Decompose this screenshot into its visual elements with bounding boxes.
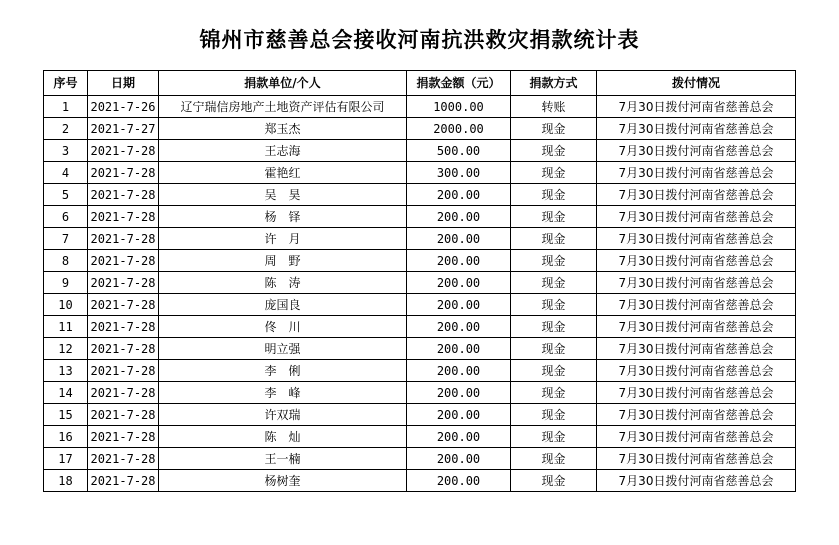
cell-date: 2021-7-28 xyxy=(88,162,159,184)
cell-amount: 500.00 xyxy=(407,140,511,162)
cell-amount: 200.00 xyxy=(407,448,511,470)
cell-amount: 200.00 xyxy=(407,404,511,426)
cell-donor: 王一楠 xyxy=(159,448,407,470)
cell-donor: 周 野 xyxy=(159,250,407,272)
cell-amount: 200.00 xyxy=(407,294,511,316)
cell-donor: 李 俐 xyxy=(159,360,407,382)
cell-seq: 2 xyxy=(44,118,88,140)
cell-amount: 300.00 xyxy=(407,162,511,184)
table-row xyxy=(44,382,796,404)
cell-method: 现金 xyxy=(511,382,597,404)
cell-allocation: 7月30日拨付河南省慈善总会 xyxy=(597,316,796,338)
donation-table xyxy=(43,70,796,492)
cell-donor: 辽宁瑞信房地产土地资产评估有限公司 xyxy=(159,96,407,118)
table-row xyxy=(44,140,796,162)
cell-amount: 200.00 xyxy=(407,228,511,250)
cell-allocation: 7月30日拨付河南省慈善总会 xyxy=(597,96,796,118)
cell-method: 现金 xyxy=(511,184,597,206)
cell-method: 现金 xyxy=(511,316,597,338)
header-amount: 捐款金额（元） xyxy=(407,71,511,96)
cell-allocation: 7月30日拨付河南省慈善总会 xyxy=(597,228,796,250)
cell-amount: 200.00 xyxy=(407,382,511,404)
cell-method: 现金 xyxy=(511,448,597,470)
cell-method: 现金 xyxy=(511,140,597,162)
table-row xyxy=(44,426,796,448)
cell-donor: 佟 川 xyxy=(159,316,407,338)
table-row xyxy=(44,294,796,316)
cell-donor: 陈 涛 xyxy=(159,272,407,294)
header-row xyxy=(44,71,796,96)
cell-method: 现金 xyxy=(511,228,597,250)
table-row xyxy=(44,228,796,250)
cell-method: 现金 xyxy=(511,404,597,426)
cell-donor: 杨 铎 xyxy=(159,206,407,228)
cell-method: 现金 xyxy=(511,360,597,382)
table-row xyxy=(44,470,796,492)
cell-seq: 11 xyxy=(44,316,88,338)
header-seq: 序号 xyxy=(44,71,88,96)
cell-amount: 200.00 xyxy=(407,184,511,206)
cell-amount: 200.00 xyxy=(407,470,511,492)
cell-method: 现金 xyxy=(511,338,597,360)
cell-method: 转账 xyxy=(511,96,597,118)
cell-seq: 6 xyxy=(44,206,88,228)
table-row xyxy=(44,448,796,470)
cell-seq: 3 xyxy=(44,140,88,162)
header-method: 捐款方式 xyxy=(511,71,597,96)
table-row xyxy=(44,206,796,228)
cell-seq: 18 xyxy=(44,470,88,492)
cell-allocation: 7月30日拨付河南省慈善总会 xyxy=(597,184,796,206)
cell-method: 现金 xyxy=(511,470,597,492)
cell-donor: 庞国良 xyxy=(159,294,407,316)
cell-allocation: 7月30日拨付河南省慈善总会 xyxy=(597,294,796,316)
cell-date: 2021-7-28 xyxy=(88,140,159,162)
cell-allocation: 7月30日拨付河南省慈善总会 xyxy=(597,162,796,184)
table-row xyxy=(44,316,796,338)
cell-amount: 200.00 xyxy=(407,426,511,448)
cell-date: 2021-7-28 xyxy=(88,470,159,492)
cell-seq: 15 xyxy=(44,404,88,426)
cell-seq: 1 xyxy=(44,96,88,118)
cell-allocation: 7月30日拨付河南省慈善总会 xyxy=(597,206,796,228)
cell-date: 2021-7-28 xyxy=(88,206,159,228)
cell-donor: 吴 昊 xyxy=(159,184,407,206)
cell-donor: 许 月 xyxy=(159,228,407,250)
cell-method: 现金 xyxy=(511,250,597,272)
cell-date: 2021-7-28 xyxy=(88,448,159,470)
cell-seq: 14 xyxy=(44,382,88,404)
page-title: 锦州市慈善总会接收河南抗洪救灾捐款统计表 xyxy=(199,28,640,52)
cell-method: 现金 xyxy=(511,118,597,140)
cell-donor: 陈 灿 xyxy=(159,426,407,448)
cell-seq: 9 xyxy=(44,272,88,294)
cell-allocation: 7月30日拨付河南省慈善总会 xyxy=(597,272,796,294)
table-row xyxy=(44,162,796,184)
table-row xyxy=(44,184,796,206)
cell-seq: 10 xyxy=(44,294,88,316)
table-row xyxy=(44,96,796,118)
cell-date: 2021-7-27 xyxy=(88,118,159,140)
cell-donor: 郑玉杰 xyxy=(159,118,407,140)
cell-allocation: 7月30日拨付河南省慈善总会 xyxy=(597,338,796,360)
table-row xyxy=(44,118,796,140)
table-row xyxy=(44,250,796,272)
cell-date: 2021-7-28 xyxy=(88,272,159,294)
cell-method: 现金 xyxy=(511,426,597,448)
cell-allocation: 7月30日拨付河南省慈善总会 xyxy=(597,140,796,162)
cell-amount: 200.00 xyxy=(407,272,511,294)
cell-amount: 200.00 xyxy=(407,250,511,272)
cell-seq: 12 xyxy=(44,338,88,360)
cell-date: 2021-7-28 xyxy=(88,228,159,250)
cell-seq: 4 xyxy=(44,162,88,184)
cell-date: 2021-7-28 xyxy=(88,250,159,272)
cell-donor: 王志海 xyxy=(159,140,407,162)
cell-allocation: 7月30日拨付河南省慈善总会 xyxy=(597,118,796,140)
cell-method: 现金 xyxy=(511,294,597,316)
table-row xyxy=(44,360,796,382)
cell-seq: 5 xyxy=(44,184,88,206)
cell-method: 现金 xyxy=(511,272,597,294)
cell-seq: 7 xyxy=(44,228,88,250)
cell-donor: 明立强 xyxy=(159,338,407,360)
cell-allocation: 7月30日拨付河南省慈善总会 xyxy=(597,360,796,382)
cell-date: 2021-7-28 xyxy=(88,382,159,404)
cell-date: 2021-7-28 xyxy=(88,426,159,448)
cell-date: 2021-7-28 xyxy=(88,360,159,382)
cell-allocation: 7月30日拨付河南省慈善总会 xyxy=(597,470,796,492)
cell-date: 2021-7-28 xyxy=(88,404,159,426)
cell-seq: 13 xyxy=(44,360,88,382)
cell-date: 2021-7-28 xyxy=(88,294,159,316)
cell-amount: 200.00 xyxy=(407,206,511,228)
cell-donor: 李 峰 xyxy=(159,382,407,404)
cell-date: 2021-7-26 xyxy=(88,96,159,118)
cell-donor: 杨树奎 xyxy=(159,470,407,492)
table-row xyxy=(44,338,796,360)
cell-method: 现金 xyxy=(511,162,597,184)
table-row xyxy=(44,272,796,294)
cell-amount: 1000.00 xyxy=(407,96,511,118)
table-body xyxy=(44,96,796,492)
cell-amount: 200.00 xyxy=(407,338,511,360)
header-date: 日期 xyxy=(88,71,159,96)
cell-allocation: 7月30日拨付河南省慈善总会 xyxy=(597,382,796,404)
table-row xyxy=(44,404,796,426)
cell-amount: 200.00 xyxy=(407,316,511,338)
cell-date: 2021-7-28 xyxy=(88,184,159,206)
cell-allocation: 7月30日拨付河南省慈善总会 xyxy=(597,250,796,272)
cell-amount: 2000.00 xyxy=(407,118,511,140)
cell-allocation: 7月30日拨付河南省慈善总会 xyxy=(597,448,796,470)
header-donor: 捐款单位/个人 xyxy=(159,71,407,96)
cell-donor: 霍艳红 xyxy=(159,162,407,184)
cell-seq: 16 xyxy=(44,426,88,448)
cell-seq: 17 xyxy=(44,448,88,470)
cell-allocation: 7月30日拨付河南省慈善总会 xyxy=(597,426,796,448)
cell-method: 现金 xyxy=(511,206,597,228)
cell-amount: 200.00 xyxy=(407,360,511,382)
cell-seq: 8 xyxy=(44,250,88,272)
cell-donor: 许双瑞 xyxy=(159,404,407,426)
header-allocation: 拨付情况 xyxy=(597,71,796,96)
cell-date: 2021-7-28 xyxy=(88,338,159,360)
cell-date: 2021-7-28 xyxy=(88,316,159,338)
cell-allocation: 7月30日拨付河南省慈善总会 xyxy=(597,404,796,426)
